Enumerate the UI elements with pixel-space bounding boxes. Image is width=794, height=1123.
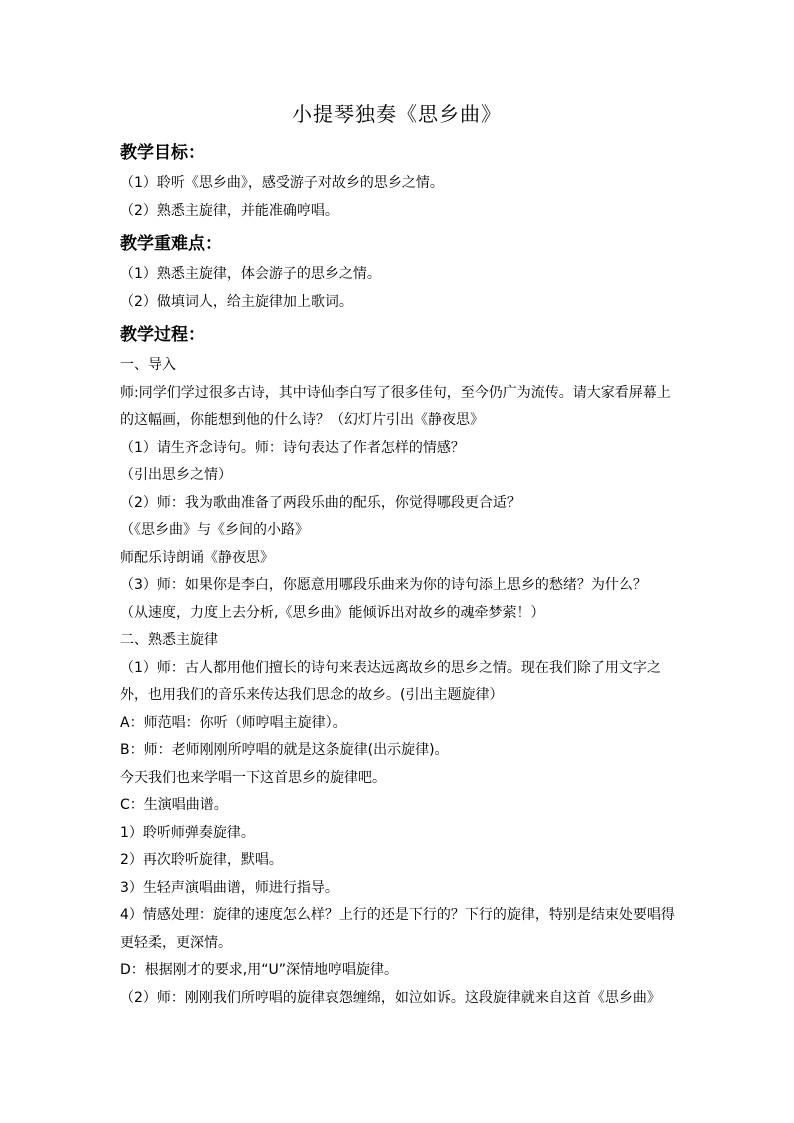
process-line: B：师：老师刚刚所哼唱的就是这条旋律(出示旋律)。 xyxy=(120,742,449,758)
process-line: 二、熟悉主旋律 xyxy=(120,632,218,648)
process-line: 1）聆听师弹奏旋律。 xyxy=(120,824,255,841)
process-line: （2）师：我为歌曲准备了两段乐曲的配乐，你觉得哪段更合适？ xyxy=(120,494,521,511)
process-line: 4）情感处理：旋律的速度怎么样？上行的还是下行的？下行的旋律，特别是结束处要唱得更轻柔，更深情。 xyxy=(120,907,675,951)
section-heading-goals: 教学目标： xyxy=(120,143,205,163)
key-point-item: （1）熟悉主旋律，体会游子的思乡之情。 xyxy=(120,266,381,282)
goal-item: （2）熟悉主旋律，并能准确哼唱。 xyxy=(120,202,339,219)
process-line: 3）生轻声演唱曲谱，师进行指导。 xyxy=(120,879,339,896)
process-line: （2）师：刚刚我们所哼唱的旋律哀怨缠绵，如泣如诉。这段旋律就来自这首《思乡曲》 xyxy=(120,989,661,1006)
goal-item: （1）聆听《思乡曲》，感受游子对故乡的思乡之情。 xyxy=(120,175,444,191)
process-line: 2）再次聆听旋律，默唱。 xyxy=(120,852,283,868)
process-line: （1）师：古人都用他们擅长的诗句来表达远离故乡的思乡之情。现在我们除了用文字之外，也用我们的音乐来传达我们思念的故乡。(引出主题旋律） xyxy=(120,659,661,703)
process-line: （引出思乡之情） xyxy=(120,467,232,483)
section-heading-key-points: 教学重难点： xyxy=(120,234,222,254)
document-body xyxy=(120,134,680,1012)
document-title: 小提琴独奏《思乡曲》 xyxy=(292,102,502,126)
process-line: D：根据刚才的要求,用“U”深情地哼唱旋律。 xyxy=(120,962,398,978)
process-line: C：生演唱曲谱。 xyxy=(120,797,228,813)
process-line: （《思乡曲》与《乡间的小路》 xyxy=(120,522,309,538)
process-line: （3）师：如果你是李白，你愿意用哪段乐曲来为你的诗句添上思乡的愁绪？为什么？ xyxy=(120,577,647,593)
process-line: （从速度，力度上去分析,《思乡曲》能倾诉出对故乡的魂牵梦萦！） xyxy=(120,604,545,621)
process-line: 一、导入 xyxy=(120,357,176,373)
section-heading-process: 教学过程： xyxy=(120,325,205,345)
process-line: （1）请生齐念诗句。师：诗句表达了作者怎样的情感？ xyxy=(120,439,465,456)
process-line: 师:同学们学过很多古诗，其中诗仙李白写了很多佳句，至今仍广为流传。请大家看屏幕上的这幅画，你能想到他的什么诗？（幻灯片引出《静夜思》 xyxy=(120,384,671,428)
process-line: 今天我们也来学唱一下这首思乡的旋律吧。 xyxy=(120,769,386,786)
process-line: 师配乐诗朗诵《静夜思》 xyxy=(120,549,274,566)
key-point-item: （2）做填词人，给主旋律加上歌词。 xyxy=(120,293,353,310)
process-line: A：师范唱：你听（师哼唱主旋律）。 xyxy=(120,714,347,731)
